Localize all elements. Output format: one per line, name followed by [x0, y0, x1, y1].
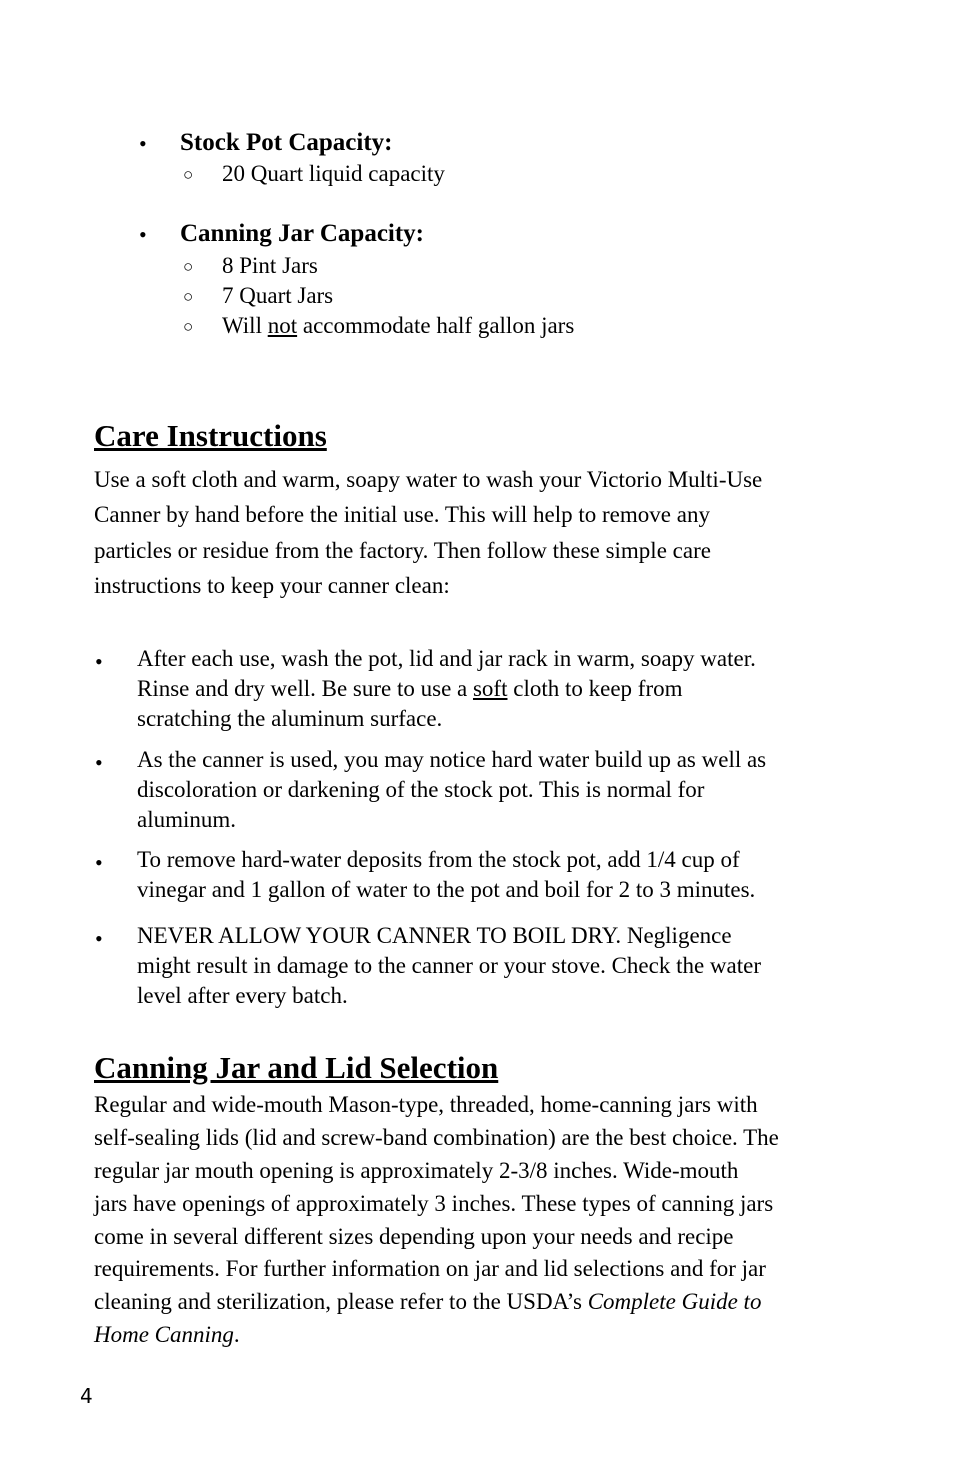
bullet: • — [95, 850, 103, 875]
guide-title-italic: Complete Guide to — [587, 1289, 762, 1314]
canning-jar-heading: Canning Jar Capacity: — [180, 220, 425, 247]
jar-selection-line: cleaning and sterilization, please refer to the USDA’s Complete Guide to — [94, 1289, 762, 1314]
care-item-deposits: To remove hard-water deposits from the stock pot, add 1/4 cup of vinegar and 1 gallon of water to the pot and boil for 2 to 3 minutes. — [137, 847, 756, 902]
sub-bullet: ○ — [183, 287, 194, 306]
jar-selection-title: Canning Jar and Lid Selection — [94, 1050, 499, 1085]
sub-bullet: ○ — [183, 165, 194, 184]
quart-jars: 7 Quart Jars — [222, 283, 334, 308]
care-intro-line: Use a soft cloth and warm, soapy water to wash your Victorio Multi-Use — [94, 467, 763, 492]
bullet: • — [95, 649, 103, 674]
bullet: • — [139, 131, 147, 156]
care-item-boil-dry-warning: NEVER ALLOW YOUR CANNER TO BOIL DRY. Negligence might result in damage to the canner or your stove. Check the water level after every batch. — [137, 923, 761, 1008]
bullet: • — [95, 750, 103, 775]
care-intro-line: Canner by hand before the initial use. This will help to remove any — [94, 502, 710, 527]
jar-selection-line: Regular and wide-mouth Mason-type, threaded, home-canning jars with — [94, 1092, 758, 1117]
bullet: • — [139, 222, 147, 247]
pint-jars: 8 Pint Jars — [222, 253, 318, 278]
stock-pot-capacity: 20 Quart liquid capacity — [222, 161, 445, 186]
jar-selection-line: self-sealing lids (lid and screw-band combination) are the best choice. The — [94, 1125, 779, 1150]
jar-selection-line: regular jar mouth opening is approximately 2-3/8 inches. Wide-mouth — [94, 1158, 739, 1183]
sub-bullet: ○ — [183, 257, 194, 276]
care-instructions-title: Care Instructions — [94, 418, 327, 453]
underlined-soft: soft — [472, 676, 508, 701]
bullet: • — [95, 926, 103, 951]
guide-title-italic: Home Canning — [94, 1322, 234, 1347]
jar-selection-line: requirements. For further information on jar and lid selections and for jar — [94, 1256, 766, 1281]
stock-pot-heading: Stock Pot Capacity: — [180, 129, 393, 156]
sub-bullet: ○ — [183, 317, 194, 336]
care-item-wash: After each use, wash the pot, lid and jar rack in warm, soapy water. Rinse and dry well. Be sure to use a soft cloth to keep from scratching the aluminum surface. — [137, 646, 756, 731]
care-intro-line: particles or residue from the factory. Then follow these simple care — [94, 538, 711, 563]
jar-selection-line: come in several different sizes depending upon your needs and recipe — [94, 1224, 734, 1249]
half-gallon-note: Will not accommodate half gallon jars — [222, 313, 575, 338]
jar-selection-line: Home Canning. — [94, 1322, 240, 1347]
care-intro-line: instructions to keep your canner clean: — [94, 573, 450, 598]
care-item-discoloration: As the canner is used, you may notice hard water build up as well as discoloration or darkening of the stock pot. This is normal for aluminum. — [137, 747, 767, 832]
jar-selection-line: jars have openings of approximately 3 inches. These types of canning jars — [94, 1191, 774, 1216]
underlined-not: not — [267, 313, 298, 338]
page-number: 4 — [80, 1384, 93, 1408]
